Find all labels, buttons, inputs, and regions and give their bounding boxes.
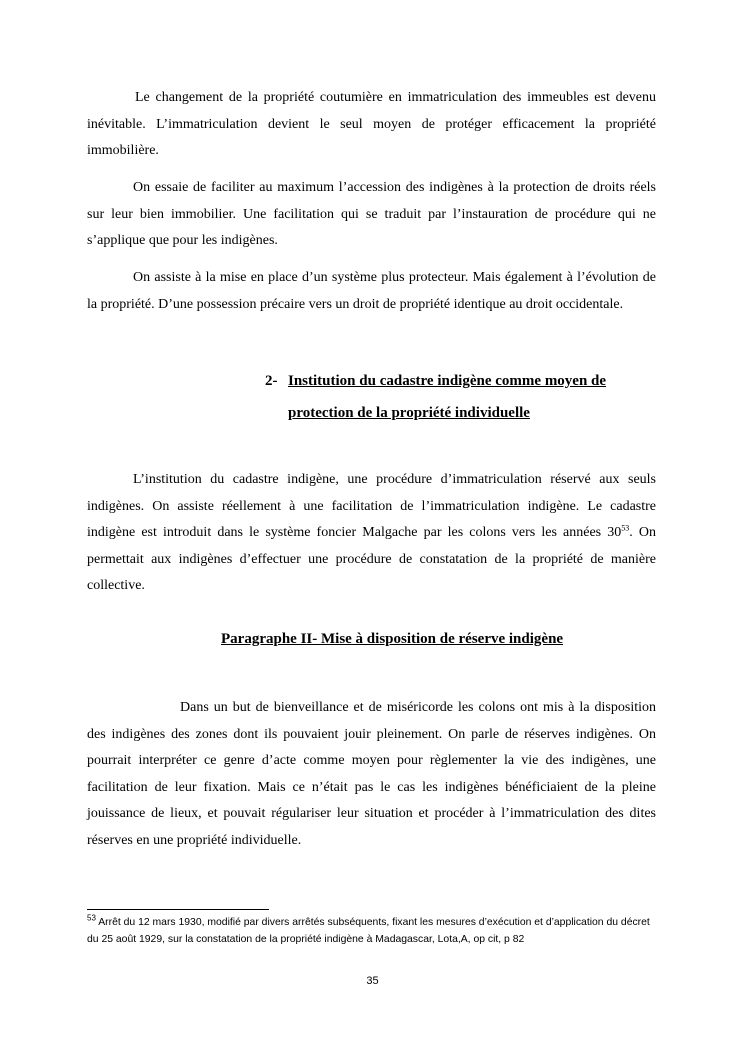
footnote-separator <box>87 909 269 910</box>
page-number: 35 <box>366 975 379 987</box>
body-paragraph-2: On essaie de faciliter au maximum l’accession des indigènes à la protection de droits réels sur leur bien immobilier. Une facilitation qui se traduit par l’instauration de procédure qui ne s’applique que pour les indigènes. <box>87 180 656 248</box>
body-paragraph-3: On assiste à la mise en place d’un système plus protecteur. Mais également à l’évolution de la propriété. D’une possession précaire vers un droit de propriété identique au droit occidentale. <box>87 270 656 312</box>
body-paragraph-4 <box>87 467 656 600</box>
footnote-text: Arrêt du 12 mars 1930, modifié par divers arrêtés subséquents, fixant les mesures d’exécution et d’application du décret du 25 août 1929, sur la constatation de la propriété indigène à Madagascar, Lota,A, op cit, p 82 <box>87 917 650 945</box>
body-paragraph-5: Dans un but de bienveillance et de miséricorde les colons ont mis à la disposition des indigènes des zones dont ils pouvaient jouir pleinement. On parle de réserves indigènes. On pourrait interpréter ce genre d’acte comme moyen pour règlementer la vie des indigènes, une facilitation de leur fixation. Mais ce n’était pas le cas les indigènes bénéficiaient de la pleine jouissance de lieux, et pouvait régulariser leur situation et procéder à l’immatriculation des dites réserves en une propriété individuelle. <box>87 700 656 848</box>
body-paragraph-1: Le changement de la propriété coutumière en immatriculation des immeubles est devenu inévitable. L’immatriculation devient le seul moyen de protéger efficacement la propriété immobilière. <box>87 90 656 158</box>
paragraph-heading: Paragraphe II- Mise à disposition de réserve indigène <box>221 631 564 647</box>
body-paragraph-4-text: L’institution du cadastre indigène, une procédure d’immatriculation réservé aux seuls indigènes. On assiste réellement à une facilitation de l’immatriculation indigène. Le cadastre indigène est introduit dans le système foncier Malgache par les colons vers les années 30 <box>87 472 656 540</box>
section-heading-line-1: Institution du cadastre indigène comme moyen de <box>288 373 607 389</box>
footnote-reference: 53 <box>621 523 630 533</box>
body-paragraph-4-text-end: . On permettait aux indigènes d’effectuer une procédure de constatation de la propriété de manière collective. <box>87 525 656 593</box>
footnote <box>87 914 659 948</box>
footnote-number: 53 <box>87 913 96 923</box>
section-heading-number: 2- <box>265 373 278 389</box>
section-heading-line-2: protection de la propriété individuelle <box>288 405 530 421</box>
